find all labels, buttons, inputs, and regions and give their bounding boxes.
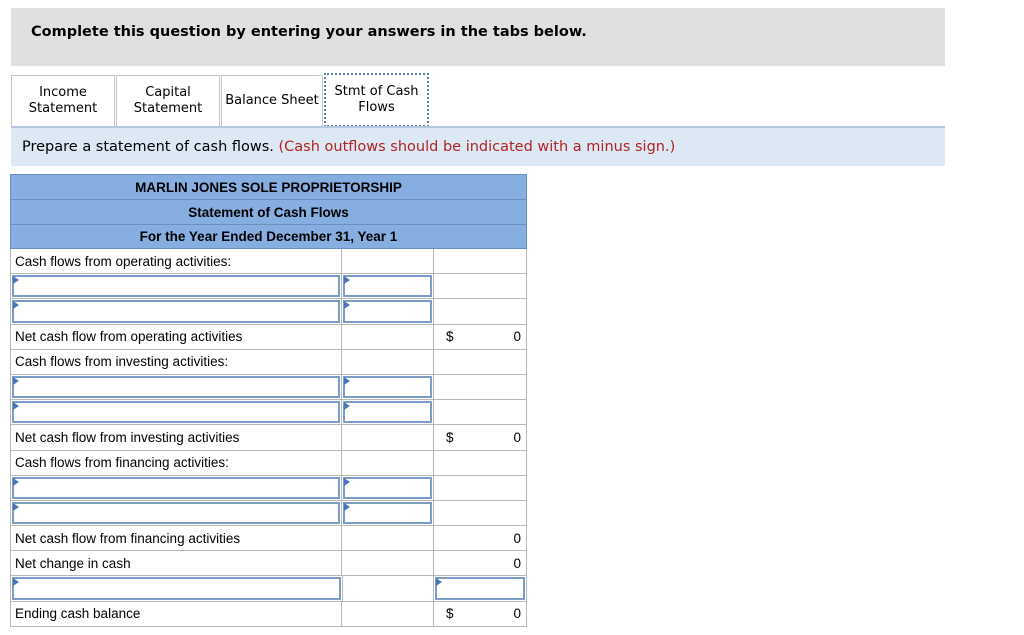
operating-2-description-input[interactable] — [12, 300, 340, 322]
ending-cash-currency: $ — [446, 606, 454, 622]
banner-text: Complete this question by entering your answers in the tabs below. — [31, 24, 587, 40]
investing-2-amount-input[interactable] — [343, 401, 432, 423]
investing-1-description-input[interactable] — [12, 376, 340, 398]
net-investing-label: Net cash flow from investing activities — [11, 425, 342, 449]
tab-capital-statement[interactable]: Capital Statement — [116, 75, 220, 126]
net-change-value: 0 — [513, 555, 521, 571]
operating-header-label: Cash flows from operating activities: — [11, 249, 342, 273]
investing-2-description-input[interactable] — [12, 401, 340, 423]
financing-header-row — [10, 451, 527, 476]
net-change-label: Net change in cash — [11, 551, 342, 575]
financing-1-description-input[interactable] — [12, 477, 340, 499]
financing-header-label: Cash flows from financing activities: — [11, 451, 342, 475]
operating-1-amount-input[interactable] — [343, 275, 432, 297]
net-financing-row — [10, 526, 527, 551]
net-operating-label: Net cash flow from operating activities — [11, 325, 342, 349]
instruction-text — [22, 139, 675, 155]
cash-flow-statement — [10, 174, 527, 627]
table-row — [10, 274, 527, 299]
financing-2-amount-input[interactable] — [343, 502, 432, 524]
net-financing-value: 0 — [513, 530, 521, 546]
operating-header-row — [10, 249, 527, 274]
company-name: MARLIN JONES SOLE PROPRIETORSHIP — [10, 174, 527, 199]
table-row — [10, 299, 527, 324]
net-operating-currency: $ — [446, 329, 454, 345]
net-operating-value: 0 — [513, 329, 521, 345]
table-row — [10, 400, 527, 425]
tab-balance-sheet[interactable]: Balance Sheet — [221, 75, 323, 126]
table-row — [10, 476, 527, 501]
net-financing-label: Net cash flow from financing activities — [11, 526, 342, 550]
statement-period: For the Year Ended December 31, Year 1 — [10, 224, 527, 249]
net-investing-currency: $ — [446, 429, 454, 445]
table-row — [10, 501, 527, 526]
beginning-cash-description-input[interactable] — [12, 577, 341, 599]
investing-1-amount-input[interactable] — [343, 376, 432, 398]
statement-title: Statement of Cash Flows — [10, 199, 527, 224]
ending-cash-value: 0 — [513, 606, 521, 622]
net-investing-row — [10, 425, 527, 450]
investing-header-label: Cash flows from investing activities: — [11, 350, 342, 374]
operating-1-description-input[interactable] — [12, 275, 340, 297]
table-row — [10, 375, 527, 400]
investing-header-row — [10, 350, 527, 375]
instruction-banner — [11, 8, 945, 66]
tab-income-statement[interactable]: Income Statement — [11, 75, 115, 126]
operating-2-amount-input[interactable] — [343, 300, 432, 322]
financing-2-description-input[interactable] — [12, 502, 340, 524]
instruction-note: (Cash outflows should be indicated with a minus sign.) — [278, 139, 676, 155]
financing-1-amount-input[interactable] — [343, 477, 432, 499]
ending-cash-label: Ending cash balance — [11, 602, 342, 626]
tab-stmt-of-cash-flows[interactable]: Stmt of Cash Flows — [324, 73, 429, 127]
instruction-main: Prepare a statement of cash flows. — [22, 139, 274, 155]
net-investing-value: 0 — [513, 429, 521, 445]
ending-cash-row — [10, 602, 527, 627]
net-operating-row — [10, 325, 527, 350]
instruction-bar — [11, 128, 945, 166]
beginning-cash-amount-input[interactable] — [435, 577, 525, 599]
beginning-cash-row — [10, 576, 527, 601]
net-change-row — [10, 551, 527, 576]
